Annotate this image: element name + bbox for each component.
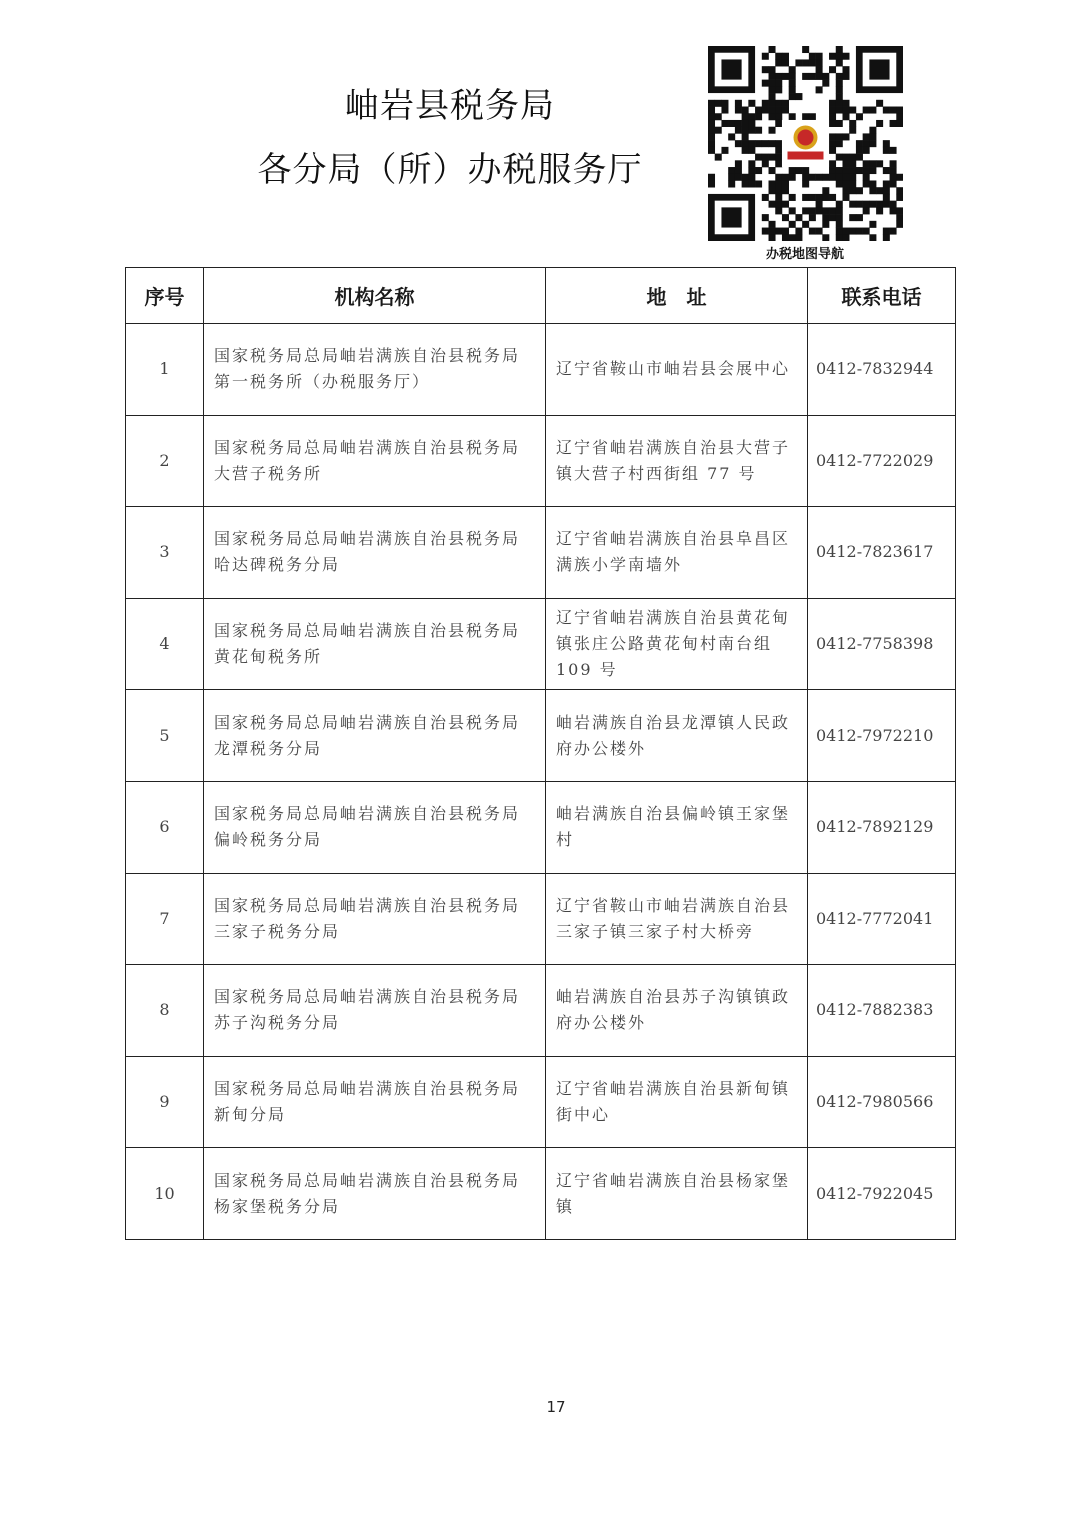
qr-code-icon (708, 46, 903, 241)
office-name: 国家税务局总局岫岩满族自治县税务局第一税务所（办税服务厅） (204, 324, 546, 416)
row-number: 9 (126, 1056, 204, 1148)
table-row (126, 1148, 956, 1240)
table-row (126, 1056, 956, 1148)
row-number: 6 (126, 781, 204, 873)
office-phone: 0412-7772041 (808, 873, 956, 965)
table-row (126, 873, 956, 965)
table-row (126, 507, 956, 599)
office-phone: 0412-7722029 (808, 415, 956, 507)
row-number: 10 (126, 1148, 204, 1240)
page-subtitle: 各分局（所）办税服务厅 (257, 150, 643, 190)
office-name: 国家税务局总局岫岩满族自治县税务局三家子税务分局 (204, 873, 546, 965)
column-header-phone: 联系电话 (808, 268, 956, 324)
qr-code (708, 46, 903, 241)
office-name: 国家税务局总局岫岩满族自治县税务局新甸分局 (204, 1056, 546, 1148)
office-phone: 0412-7832944 (808, 324, 956, 416)
office-address: 辽宁省鞍山市岫岩县会展中心 (546, 324, 808, 416)
office-phone: 0412-7758398 (808, 598, 956, 690)
row-number: 1 (126, 324, 204, 416)
column-header-address: 地 址 (546, 268, 808, 324)
page-title: 岫岩县税务局 (345, 86, 555, 126)
page-number: 17 (546, 1398, 566, 1416)
office-address: 岫岩满族自治县偏岭镇王家堡村 (546, 781, 808, 873)
row-number: 7 (126, 873, 204, 965)
table-row (126, 324, 956, 416)
table-row (126, 690, 956, 782)
row-number: 3 (126, 507, 204, 599)
table-row (126, 415, 956, 507)
table-row (126, 781, 956, 873)
office-address: 岫岩满族自治县苏子沟镇镇政府办公楼外 (546, 965, 808, 1057)
table-row (126, 598, 956, 690)
office-table (125, 267, 956, 1240)
row-number: 2 (126, 415, 204, 507)
row-number: 5 (126, 690, 204, 782)
office-address: 辽宁省岫岩满族自治县黄花甸镇张庄公路黄花甸村南台组109 号 (546, 598, 808, 690)
office-name: 国家税务局总局岫岩满族自治县税务局黄花甸税务所 (204, 598, 546, 690)
office-address: 辽宁省岫岩满族自治县杨家堡镇 (546, 1148, 808, 1240)
table-row (126, 965, 956, 1057)
office-phone: 0412-7882383 (808, 965, 956, 1057)
office-name: 国家税务局总局岫岩满族自治县税务局龙潭税务分局 (204, 690, 546, 782)
office-phone: 0412-7823617 (808, 507, 956, 599)
table-header-row (126, 268, 956, 324)
row-number: 8 (126, 965, 204, 1057)
column-header-name: 机构名称 (204, 268, 546, 324)
office-phone: 0412-7922045 (808, 1148, 956, 1240)
office-address: 辽宁省岫岩满族自治县阜昌区满族小学南墙外 (546, 507, 808, 599)
office-phone: 0412-7972210 (808, 690, 956, 782)
office-address: 岫岩满族自治县龙潭镇人民政府办公楼外 (546, 690, 808, 782)
office-name: 国家税务局总局岫岩满族自治县税务局苏子沟税务分局 (204, 965, 546, 1057)
office-address: 辽宁省岫岩满族自治县大营子镇大营子村西街组 77 号 (546, 415, 808, 507)
office-address: 辽宁省鞍山市岫岩满族自治县三家子镇三家子村大桥旁 (546, 873, 808, 965)
office-name: 国家税务局总局岫岩满族自治县税务局偏岭税务分局 (204, 781, 546, 873)
office-name: 国家税务局总局岫岩满族自治县税务局大营子税务所 (204, 415, 546, 507)
qr-caption: 办税地图导航 (765, 247, 844, 262)
office-name: 国家税务局总局岫岩满族自治县税务局哈达碑税务分局 (204, 507, 546, 599)
column-header-number: 序号 (126, 268, 204, 324)
office-name: 国家税务局总局岫岩满族自治县税务局杨家堡税务分局 (204, 1148, 546, 1240)
office-phone: 0412-7892129 (808, 781, 956, 873)
row-number: 4 (126, 598, 204, 690)
office-phone: 0412-7980566 (808, 1056, 956, 1148)
office-address: 辽宁省岫岩满族自治县新甸镇街中心 (546, 1056, 808, 1148)
